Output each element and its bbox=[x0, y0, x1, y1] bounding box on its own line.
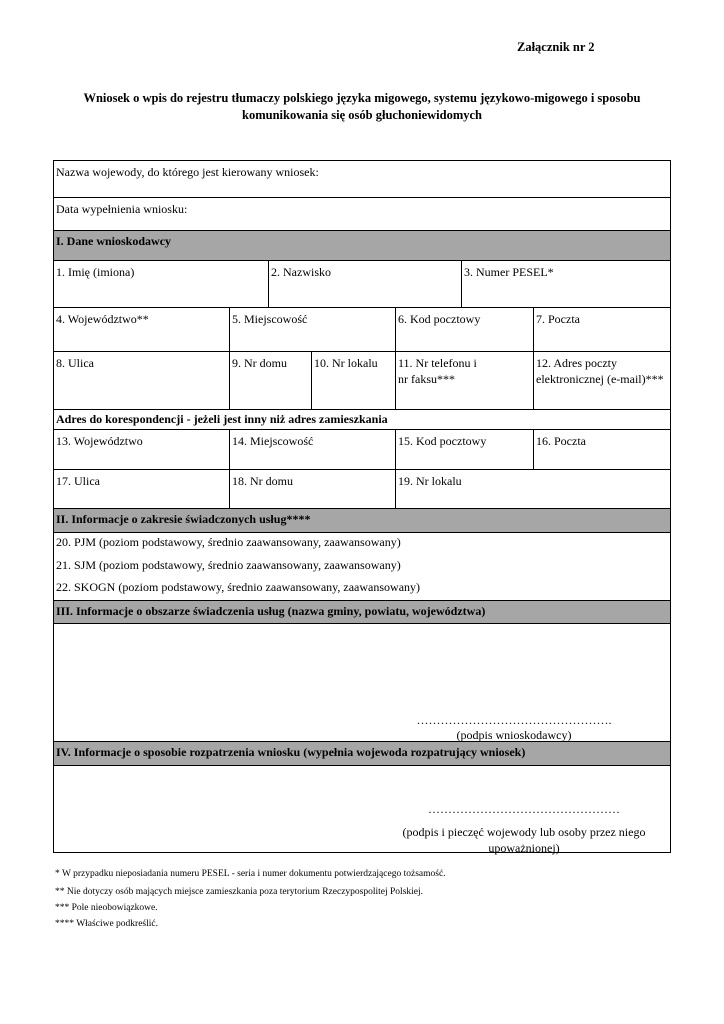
correspondence-address-heading: Adres do korespondencji - jeżeli jest inny niż adres zamieszkania bbox=[54, 410, 670, 430]
section-services-scope: II. Informacje o zakresie świadczonych usług**** bbox=[54, 509, 670, 533]
email-label-line2: elektronicznej (e-mail)*** bbox=[536, 372, 664, 386]
postal-code-field[interactable]: 6. Kod pocztowy bbox=[396, 308, 534, 352]
voivode-signature-label-line2: upoważnionej) bbox=[488, 841, 560, 855]
post-office-field[interactable]: 7. Poczta bbox=[534, 308, 670, 352]
corr-street-field[interactable]: 17. Ulica bbox=[54, 470, 230, 509]
section-service-area: III. Informacje o obszarze świadczenia usług (nazwa gminy, powiatu, województwa) bbox=[54, 600, 670, 624]
city-field[interactable]: 5. Miejscowość bbox=[230, 308, 396, 352]
option-sjm[interactable]: 21. SJM (poziom podstawowy, średnio zaawansowany, zaawansowany) bbox=[56, 558, 401, 572]
footnote-2: ** Nie dotyczy osób mających miejsce zamieszkania poza terytorium Rzeczypospolitej Polskiej. bbox=[55, 887, 424, 897]
voivode-signature-dots: ………………………………………… bbox=[428, 802, 620, 816]
footnote-3: *** Pole nieobowiązkowe. bbox=[55, 903, 158, 913]
voivodeship-field[interactable]: 4. Województwo** bbox=[54, 308, 230, 352]
apartment-number-field[interactable]: 10. Nr lokalu bbox=[312, 352, 396, 410]
section-applicant-data: I. Dane wnioskodawcy bbox=[54, 231, 670, 261]
applicant-signature-label: (podpis wnioskodawcy) bbox=[456, 728, 572, 742]
date-field[interactable]: Data wypełnienia wniosku: bbox=[54, 198, 670, 231]
phone-fax-label-line2: nr faksu*** bbox=[398, 372, 455, 386]
street-field[interactable]: 8. Ulica bbox=[54, 352, 230, 410]
surname-field[interactable]: 2. Nazwisko bbox=[269, 261, 462, 308]
corr-apartment-number-field[interactable]: 19. Nr lokalu bbox=[396, 470, 670, 509]
corr-house-number-field[interactable]: 18. Nr domu bbox=[230, 470, 396, 509]
corr-post-office-field[interactable]: 16. Poczta bbox=[534, 430, 670, 470]
application-form bbox=[53, 160, 671, 853]
corr-postal-code-field[interactable]: 15. Kod pocztowy bbox=[396, 430, 534, 470]
footnote-1: * W przypadku nieposiadania numeru PESEL - seria i numer dokumentu potwierdzającego tożsamość. bbox=[55, 869, 446, 879]
option-pjm[interactable]: 20. PJM (poziom podstawowy, średnio zaawansowany, zaawansowany) bbox=[56, 535, 401, 549]
form-title: Wniosek o wpis do rejestru tłumaczy polskiego języka migowego, systemu językowo-migowego i sposobu komunikowania się osób głuchoniewidomych bbox=[83, 91, 641, 122]
footnote-4: **** Właściwe podkreślić. bbox=[55, 919, 158, 929]
option-skogn[interactable]: 22. SKOGN (poziom podstawowy, średnio zaawansowany, zaawansowany) bbox=[56, 580, 421, 594]
annex-label: Załącznik nr 2 bbox=[517, 40, 595, 54]
phone-fax-field[interactable] bbox=[396, 352, 534, 410]
corr-voivodeship-field[interactable]: 13. Województwo bbox=[54, 430, 230, 470]
voivode-signature-label-line1: (podpis i pieczęć wojewody lub osoby przez niego bbox=[402, 825, 646, 839]
applicant-signature-dots: …………………………………………. bbox=[416, 713, 612, 727]
phone-fax-label-line1: 11. Nr telefonu i bbox=[398, 356, 477, 370]
email-label-line1: 12. Adres poczty bbox=[536, 356, 617, 370]
email-field[interactable] bbox=[534, 352, 670, 410]
pesel-field[interactable]: 3. Numer PESEL* bbox=[462, 261, 670, 308]
corr-city-field[interactable]: 14. Miejscowość bbox=[230, 430, 396, 470]
first-name-field[interactable]: 1. Imię (imiona) bbox=[54, 261, 269, 308]
voivode-field[interactable]: Nazwa wojewody, do którego jest kierowany wniosek: bbox=[54, 161, 670, 198]
house-number-field[interactable]: 9. Nr domu bbox=[230, 352, 312, 410]
section-application-review: IV. Informacje o sposobie rozpatrzenia wniosku (wypełnia wojewoda rozpatrujący wniosek) bbox=[54, 742, 670, 766]
